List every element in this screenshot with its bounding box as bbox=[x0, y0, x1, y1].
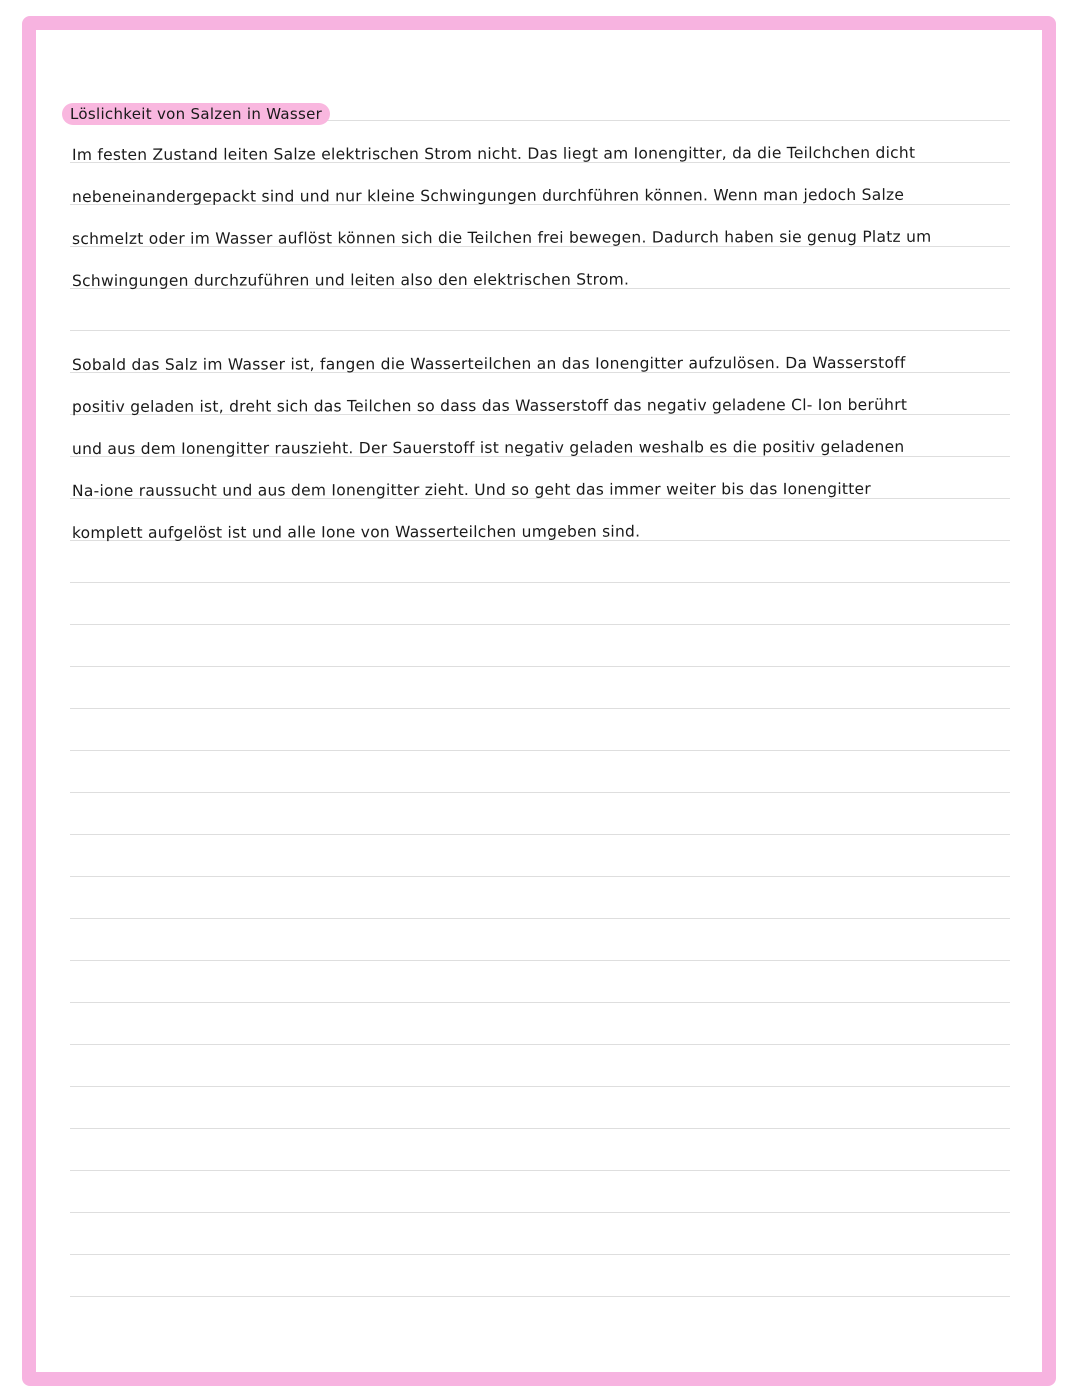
ruled-line bbox=[70, 792, 1010, 793]
ruled-line bbox=[70, 750, 1010, 751]
text-line: komplett aufgelöst ist und alle Ione von Wasserteilchen umgeben sind. bbox=[71, 522, 641, 542]
ruled-line bbox=[70, 708, 1010, 709]
page-title: Löslichkeit von Salzen in Wasser bbox=[62, 103, 330, 125]
text-line: positiv geladen ist, dreht sich das Teilchen so dass das Wasserstoff das negativ geladene Cl- Ion berührt bbox=[71, 395, 908, 416]
ruled-line bbox=[70, 1002, 1010, 1003]
ruled-line bbox=[70, 1086, 1010, 1087]
ruled-line bbox=[70, 876, 1010, 877]
ruled-line bbox=[70, 918, 1010, 919]
text-line: Im festen Zustand leiten Salze elektrischen Strom nicht. Das liegt am Ionengitter, da die Teilchchen dicht bbox=[71, 143, 916, 164]
ruled-line bbox=[70, 1212, 1010, 1213]
ruled-line bbox=[70, 1254, 1010, 1255]
text-line: Schwingungen durchzuführen und leiten also den elektrischen Strom. bbox=[71, 270, 630, 290]
ruled-line bbox=[70, 1170, 1010, 1171]
ruled-line bbox=[70, 960, 1010, 961]
ruled-line bbox=[70, 582, 1010, 583]
text-line: und aus dem Ionengitter rauszieht. Der Sauerstoff ist negativ geladen weshalb es die positiv geladenen bbox=[71, 437, 905, 458]
ruled-line bbox=[70, 666, 1010, 667]
ruled-line bbox=[70, 1296, 1010, 1297]
page-border bbox=[22, 16, 1056, 1386]
ruled-line bbox=[70, 834, 1010, 835]
text-line: schmelzt oder im Wasser auflöst können sich die Teilchen frei bewegen. Dadurch haben sie genug Platz um bbox=[71, 227, 932, 248]
ruled-line bbox=[70, 1128, 1010, 1129]
ruled-line bbox=[70, 624, 1010, 625]
text-line: nebeneinandergepackt sind und nur kleine Schwingungen durchführen können. Wenn man jedoch Salze bbox=[71, 185, 905, 206]
ruled-line bbox=[70, 1044, 1010, 1045]
text-line: Na-ione raussucht und aus dem Ionengitter zieht. Und so geht das immer weiter bis das Ionengitter bbox=[71, 479, 871, 500]
ruled-line bbox=[70, 330, 1010, 331]
text-line: Sobald das Salz im Wasser ist, fangen die Wasserteilchen an das Ionengitter aufzulösen. Da Wasserstoff bbox=[71, 353, 906, 374]
